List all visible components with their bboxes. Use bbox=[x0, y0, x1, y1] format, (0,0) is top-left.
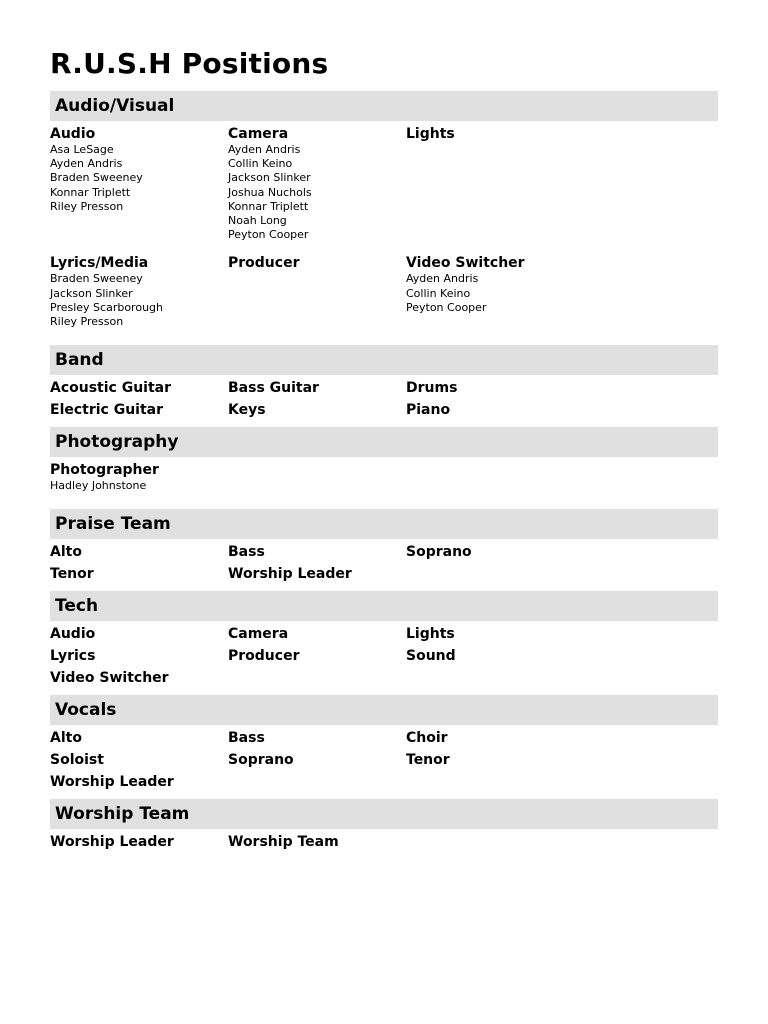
role bbox=[228, 402, 406, 420]
role bbox=[50, 126, 228, 242]
role-name: Bass bbox=[228, 730, 265, 747]
role-name: Soprano bbox=[228, 752, 294, 769]
role bbox=[406, 730, 584, 748]
member-name: Ayden Andris bbox=[228, 143, 301, 156]
role bbox=[406, 380, 584, 398]
role bbox=[406, 126, 584, 242]
role bbox=[50, 402, 228, 420]
section bbox=[50, 345, 718, 420]
role bbox=[50, 752, 228, 770]
role bbox=[228, 566, 406, 584]
positions-document bbox=[50, 0, 718, 852]
section bbox=[50, 509, 718, 584]
member-list bbox=[228, 143, 406, 242]
member-name: Braden Sweeney bbox=[50, 171, 143, 185]
member-list bbox=[50, 143, 228, 214]
sections-container bbox=[50, 91, 718, 852]
role bbox=[50, 462, 228, 493]
member-name: Peyton Cooper bbox=[228, 228, 309, 242]
role bbox=[228, 126, 406, 242]
role-name: Sound bbox=[406, 648, 456, 665]
role-name: Piano bbox=[406, 402, 451, 419]
section-header: Worship Team bbox=[50, 799, 718, 829]
section bbox=[50, 695, 718, 792]
role-name: Bass Guitar bbox=[228, 380, 319, 397]
role-name: Choir bbox=[406, 730, 448, 747]
role-name: Producer bbox=[228, 255, 300, 272]
role-name: Camera bbox=[228, 126, 289, 142]
role bbox=[228, 255, 406, 329]
role bbox=[406, 752, 584, 770]
member-name: Noah Long bbox=[228, 214, 287, 228]
role bbox=[406, 544, 584, 562]
role bbox=[50, 774, 228, 792]
roles-grid bbox=[50, 829, 718, 852]
member-name: Peyton Cooper bbox=[406, 300, 487, 314]
role-name: Lyrics/Media bbox=[50, 255, 149, 272]
section-header: Vocals bbox=[50, 695, 718, 725]
role-name: Electric Guitar bbox=[50, 402, 164, 419]
role-name: Video Switcher bbox=[406, 255, 525, 272]
role-name: Acoustic Guitar bbox=[50, 380, 172, 397]
role-name: Producer bbox=[228, 648, 300, 665]
role bbox=[50, 626, 228, 644]
role-name: Drums bbox=[406, 380, 458, 397]
member-name: Collin Keino bbox=[406, 286, 471, 300]
member-name: Joshua Nuchols bbox=[228, 185, 312, 199]
role-name: Tenor bbox=[50, 566, 94, 583]
member-name: Ayden Andris bbox=[406, 272, 479, 286]
role bbox=[50, 648, 228, 666]
role bbox=[50, 730, 228, 748]
section-header: Band bbox=[50, 345, 718, 375]
page-title: R.U.S.H Positions bbox=[50, 47, 329, 80]
roles-grid bbox=[50, 539, 718, 584]
role-name: Tenor bbox=[406, 752, 450, 769]
role-name: Lights bbox=[406, 126, 455, 142]
member-name: Asa LeSage bbox=[50, 143, 114, 156]
role-name: Camera bbox=[228, 626, 289, 643]
role-name: Alto bbox=[50, 544, 82, 561]
member-name: Braden Sweeney bbox=[50, 272, 143, 286]
roles-grid bbox=[50, 121, 718, 338]
roles-grid bbox=[50, 457, 718, 502]
role bbox=[50, 670, 228, 688]
roles-grid bbox=[50, 621, 718, 688]
role-name: Alto bbox=[50, 730, 82, 747]
role-name: Soprano bbox=[406, 544, 472, 561]
member-name: Hadley Johnstone bbox=[50, 479, 147, 493]
member-name: Jackson Slinker bbox=[50, 286, 133, 300]
role bbox=[50, 834, 228, 852]
role-name: Audio bbox=[50, 126, 96, 142]
role bbox=[228, 752, 406, 770]
role-name: Worship Leader bbox=[228, 566, 352, 583]
role-name: Worship Leader bbox=[50, 834, 174, 851]
section-header: Praise Team bbox=[50, 509, 718, 539]
section bbox=[50, 799, 718, 852]
role bbox=[228, 544, 406, 562]
member-list bbox=[406, 272, 584, 315]
role-name: Photographer bbox=[50, 462, 159, 479]
role bbox=[228, 380, 406, 398]
member-list bbox=[50, 272, 228, 329]
role bbox=[406, 626, 584, 644]
member-name: Ayden Andris bbox=[50, 157, 123, 171]
role bbox=[406, 255, 584, 329]
member-name: Konnar Triplett bbox=[50, 185, 131, 199]
role-name: Keys bbox=[228, 402, 266, 419]
section-header: Photography bbox=[50, 427, 718, 457]
role-name: Video Switcher bbox=[50, 670, 169, 687]
section bbox=[50, 591, 718, 688]
role bbox=[228, 648, 406, 666]
role-name: Worship Leader bbox=[50, 774, 174, 791]
member-name: Presley Scarborough bbox=[50, 300, 163, 314]
role-name: Lyrics bbox=[50, 648, 96, 665]
member-name: Jackson Slinker bbox=[228, 171, 311, 185]
role-name: Bass bbox=[228, 544, 265, 561]
role bbox=[406, 648, 584, 666]
member-name: Riley Presson bbox=[50, 315, 124, 329]
section-header: Audio/Visual bbox=[50, 91, 718, 121]
role-name: Soloist bbox=[50, 752, 104, 769]
role bbox=[406, 402, 584, 420]
role-name: Lights bbox=[406, 626, 455, 643]
section bbox=[50, 91, 718, 338]
section bbox=[50, 427, 718, 502]
roles-grid bbox=[50, 725, 718, 792]
member-list bbox=[50, 479, 228, 493]
role bbox=[50, 380, 228, 398]
section-header: Tech bbox=[50, 591, 718, 621]
member-name: Riley Presson bbox=[50, 199, 124, 213]
roles-grid bbox=[50, 375, 718, 420]
role bbox=[228, 626, 406, 644]
member-name: Collin Keino bbox=[228, 157, 293, 171]
role-name: Worship Team bbox=[228, 834, 339, 851]
role bbox=[50, 566, 228, 584]
role bbox=[50, 544, 228, 562]
role bbox=[50, 255, 228, 329]
member-name: Konnar Triplett bbox=[228, 199, 309, 213]
role bbox=[228, 730, 406, 748]
role-name: Audio bbox=[50, 626, 96, 643]
role bbox=[228, 834, 406, 852]
